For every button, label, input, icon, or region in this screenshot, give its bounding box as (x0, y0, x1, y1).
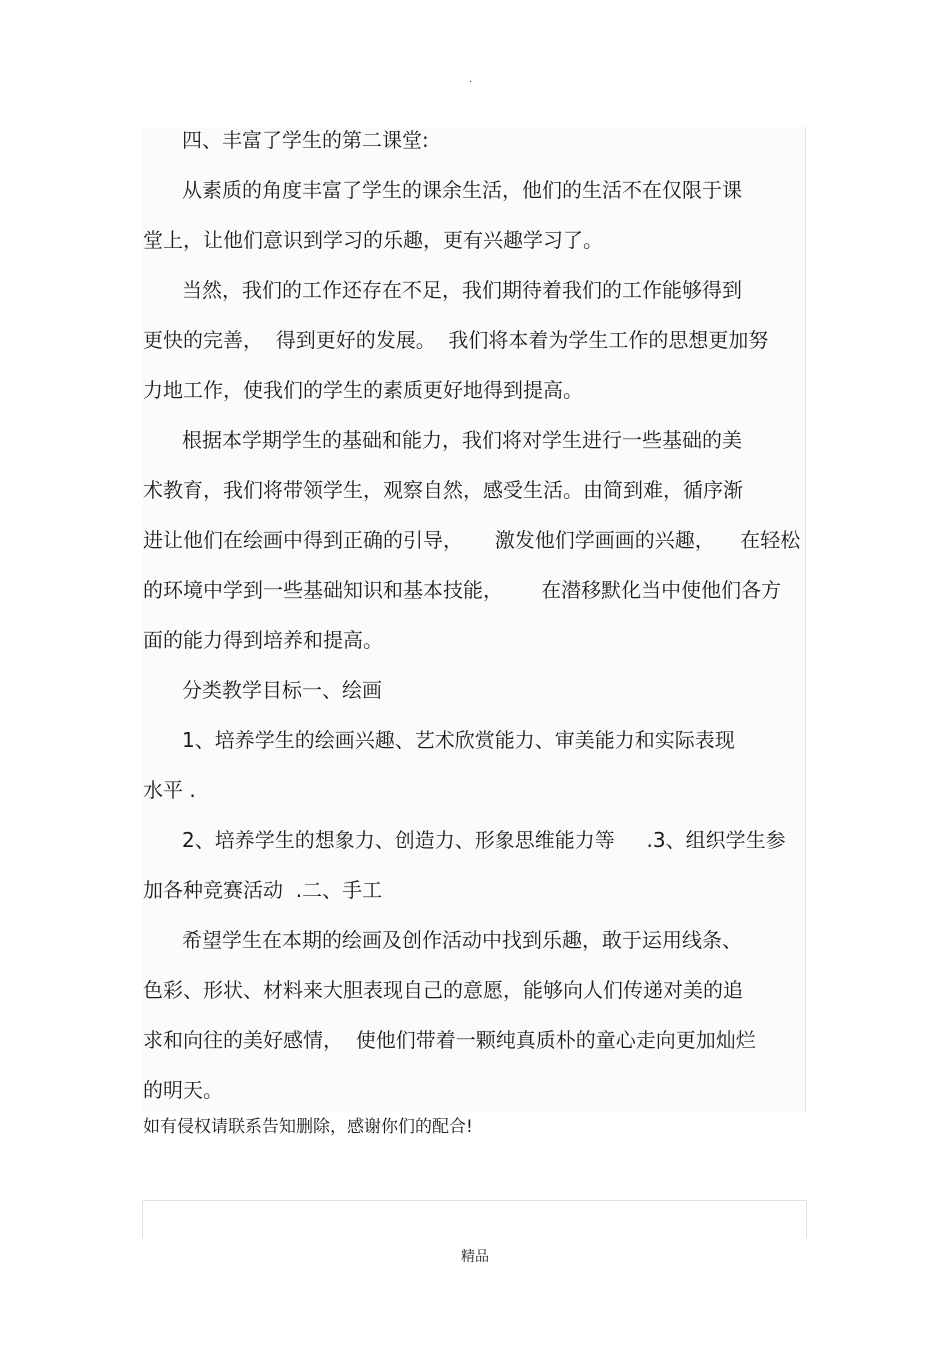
paragraph-line: 的明天。 (143, 1078, 223, 1102)
list-item: 2、培养学生的想象力、创造力、形象思维能力等 .3、组织学生参 (182, 828, 786, 852)
page-frame (142, 1200, 807, 1238)
paragraph-line: 色彩、形状、材料来大胆表现自己的意愿，能够向人们传递对美的追 (143, 978, 743, 1002)
list-item-continuation: 加各种竞赛活动 .二、手工 (143, 878, 383, 902)
list-item-continuation: 水平 . (143, 778, 196, 802)
subsection-heading: 分类教学目标一、绘画 (182, 678, 382, 702)
copyright-note: 如有侵权请联系告知删除，感谢你们的配合! (143, 1117, 473, 1137)
list-item: 1、培养学生的绘画兴趣、艺术欣赏能力、审美能力和实际表现 (182, 728, 735, 752)
paragraph-line: 求和向往的美好感情， 使他们带着一颗纯真质朴的童心走向更加灿烂 (143, 1028, 756, 1052)
paragraph-line: 术教育，我们将带领学生，观察自然，感受生活。由简到难，循序渐 (143, 478, 743, 502)
paragraph-line: 根据本学期学生的基础和能力，我们将对学生进行一些基础的美 (182, 428, 742, 452)
footer-label: 精品 (461, 1249, 489, 1265)
paragraph-line: 的环境中学到一些基础知识和基本技能， 在潜移默化当中使他们各方 (143, 578, 782, 602)
paragraph-line: 希望学生在本期的绘画及创作活动中找到乐趣，敢于运用线条、 (182, 928, 742, 952)
paragraph-line: 力地工作，使我们的学生的素质更好地得到提高。 (143, 378, 583, 402)
paragraph-line: 当然，我们的工作还存在不足，我们期待着我们的工作能够得到 (182, 278, 742, 302)
paragraph-line: 更快的完善， 得到更好的发展。 我们将本着为学生工作的思想更加努 (143, 328, 769, 352)
paragraph-line: 进让他们在绘画中得到正确的引导， 激发他们学画画的兴趣， 在轻松 (143, 528, 801, 552)
paragraph-line: 从素质的角度丰富了学生的课余生活，他们的生活不在仅限于课 (182, 178, 742, 202)
paragraph-line: 堂上，让他们意识到学习的乐趣，更有兴趣学习了。 (143, 228, 603, 252)
header-dot: . (469, 74, 473, 85)
section-heading: 四、丰富了学生的第二课堂: (182, 128, 429, 152)
paragraph-line: 面的能力得到培养和提高。 (143, 628, 383, 652)
